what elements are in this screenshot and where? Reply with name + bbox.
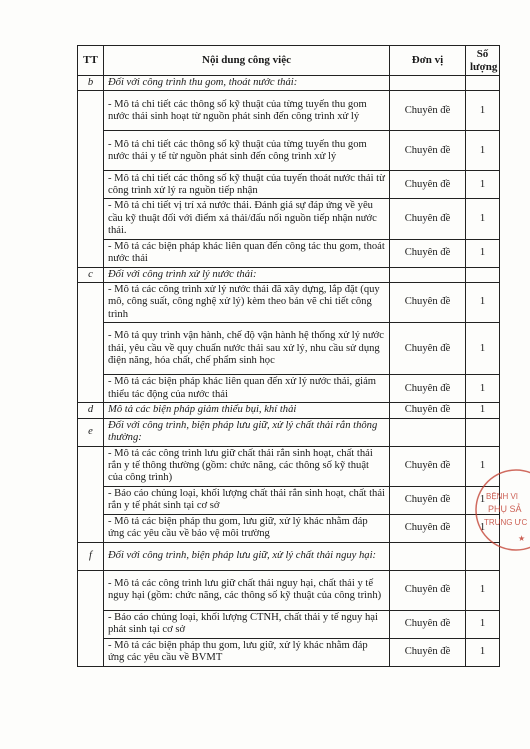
content-cell: - Mô tả các biện pháp thu gom, lưu giữ, xử lý khác nhằm đáp ứng các yêu cầu về BVMT <box>104 638 390 666</box>
table-body <box>78 76 500 667</box>
unit-cell: Chuyên đề <box>390 638 466 666</box>
unit-cell: Chuyên đề <box>390 91 466 131</box>
tt-spacer <box>78 570 104 666</box>
table-row <box>78 446 500 486</box>
section-row <box>78 418 500 446</box>
unit-cell: Chuyên đề <box>390 283 466 323</box>
unit-cell: Chuyên đề <box>390 514 466 542</box>
section-number: d <box>78 403 104 418</box>
qty-cell: 1 <box>466 403 500 418</box>
qty-cell: 1 <box>466 514 500 542</box>
content-cell: - Mô tả các công trình lưu giữ chất thải nguy hại, chất thải y tế nguy hại (gồm: chức năng, các thông số kỹ thuật của công trình) <box>104 570 390 610</box>
section-title: Đối với công trình, biện pháp lưu giữ, xử lý chất thải rắn thông thường: <box>104 418 390 446</box>
qty-cell: 1 <box>466 486 500 514</box>
qty-cell <box>466 418 500 446</box>
unit-cell: Chuyên đề <box>390 323 466 375</box>
qty-cell: 1 <box>466 446 500 486</box>
table-row <box>78 323 500 375</box>
section-number: e <box>78 418 104 446</box>
unit-cell: Chuyên đề <box>390 610 466 638</box>
section-number: b <box>78 76 104 91</box>
qty-cell <box>466 76 500 91</box>
section-title: Đối với công trình thu gom, thoát nước thải: <box>104 76 390 91</box>
table-row <box>78 131 500 171</box>
content-cell: - Mô tả quy trình vận hành, chế độ vận hành hệ thống xử lý nước thải, yêu cầu về quy chuẩn nước thải sau xử lý, nhu cầu sử dụng điện năng, hóa chất, chế phẩm sinh học <box>104 323 390 375</box>
content-cell: - Mô tả chi tiết các thông số kỹ thuật của từng tuyến thu gom nước thải y tế từ nguồn phát sinh đến công trình xử lý <box>104 131 390 171</box>
unit-cell: Chuyên đề <box>390 131 466 171</box>
table-row <box>78 570 500 610</box>
table-row <box>78 486 500 514</box>
unit-cell: Chuyên đề <box>390 171 466 199</box>
section-title: Đối với công trình, biện pháp lưu giữ, xử lý chất thải nguy hại: <box>104 542 390 570</box>
unit-cell: Chuyên đề <box>390 446 466 486</box>
content-cell: - Mô tả các công trình xử lý nước thải đã xây dựng, lắp đặt (quy mô, công suất, công nghệ xử lý) kèm theo bản vẽ chi tiết công trình <box>104 283 390 323</box>
svg-text:★: ★ <box>518 534 526 543</box>
table-row <box>78 283 500 323</box>
table-row <box>78 91 500 131</box>
section-number: f <box>78 542 104 570</box>
section-number: c <box>78 267 104 282</box>
header-content: Nội dung công việc <box>104 46 390 76</box>
unit-cell <box>390 76 466 91</box>
section-row <box>78 542 500 570</box>
content-cell: - Mô tả các biện pháp khác liên quan đến xử lý nước thải, giảm thiểu tác động của nước thải <box>104 375 390 403</box>
unit-cell: Chuyên đề <box>390 199 466 239</box>
table-row <box>78 514 500 542</box>
qty-cell <box>466 267 500 282</box>
section-row <box>78 403 500 418</box>
content-cell: - Mô tả các công trình lưu giữ chất thải rắn sinh hoạt, chất thải rắn y tế thông thường (gồm: chức năng, các thông số kỹ thuật của công trình) <box>104 446 390 486</box>
content-cell: - Mô tả chi tiết các thông số kỹ thuật của tuyến thoát nước thải từ công trình xử lý ra nguồn tiếp nhận <box>104 171 390 199</box>
unit-cell: Chuyên đề <box>390 375 466 403</box>
content-cell: - Mô tả các biện pháp khác liên quan đến công tác thu gom, thoát nước thải <box>104 239 390 267</box>
tt-spacer <box>78 91 104 267</box>
unit-cell: Chuyên đề <box>390 403 466 418</box>
qty-cell: 1 <box>466 199 500 239</box>
qty-cell: 1 <box>466 570 500 610</box>
hospital-stamp <box>474 455 530 565</box>
tt-spacer <box>78 283 104 403</box>
qty-cell: 1 <box>466 91 500 131</box>
section-title: Mô tả các biện pháp giảm thiểu bụi, khí thải <box>104 403 390 418</box>
section-title: Đối với công trình xử lý nước thải: <box>104 267 390 282</box>
unit-cell <box>390 418 466 446</box>
section-row <box>78 76 500 91</box>
svg-text:PHỤ SẢ: PHỤ SẢ <box>488 504 522 514</box>
qty-cell: 1 <box>466 610 500 638</box>
work-content-table <box>77 45 500 667</box>
unit-cell: Chuyên đề <box>390 570 466 610</box>
content-cell: - Báo cáo chủng loại, khối lượng chất thải rắn sinh hoạt, chất thải rắn y tế phát sinh tại cơ sở <box>104 486 390 514</box>
content-cell: - Báo cáo chủng loại, khối lượng CTNH, chất thải y tế nguy hại phát sinh tại cơ sở <box>104 610 390 638</box>
svg-text:BỆNH VI: BỆNH VI <box>486 492 519 501</box>
content-cell: - Mô tả chi tiết các thông số kỹ thuật của từng tuyến thu gom nước thải sinh hoạt từ nguồn phát sinh đến công trình xử lý <box>104 91 390 131</box>
svg-text:TRUNG ƯC: TRUNG ƯC <box>484 518 528 527</box>
unit-cell: Chuyên đề <box>390 239 466 267</box>
qty-cell: 1 <box>466 375 500 403</box>
qty-cell: 1 <box>466 171 500 199</box>
qty-cell: 1 <box>466 638 500 666</box>
header-unit: Đơn vị <box>390 46 466 76</box>
table-row <box>78 638 500 666</box>
unit-cell <box>390 267 466 282</box>
section-row <box>78 267 500 282</box>
unit-cell: Chuyên đề <box>390 486 466 514</box>
qty-cell: 1 <box>466 283 500 323</box>
qty-cell: 1 <box>466 323 500 375</box>
table-row <box>78 239 500 267</box>
table-row <box>78 199 500 239</box>
table-row <box>78 375 500 403</box>
unit-cell <box>390 542 466 570</box>
content-cell: - Mô tả các biện pháp thu gom, lưu giữ, xử lý khác nhằm đáp ứng các yêu cầu về bảo vệ môi trường <box>104 514 390 542</box>
table-header-row <box>78 46 500 76</box>
header-qty: Số lượng <box>466 46 500 76</box>
qty-cell: 1 <box>466 131 500 171</box>
table-row <box>78 610 500 638</box>
content-cell: - Mô tả chi tiết vị trí xả nước thải. Đánh giá sự đáp ứng về yêu cầu kỹ thuật đối với điểm xả thải/đấu nối nguồn tiếp nhận nước thải. <box>104 199 390 239</box>
table-row <box>78 171 500 199</box>
qty-cell: 1 <box>466 239 500 267</box>
tt-spacer <box>78 446 104 542</box>
header-tt: TT <box>78 46 104 76</box>
